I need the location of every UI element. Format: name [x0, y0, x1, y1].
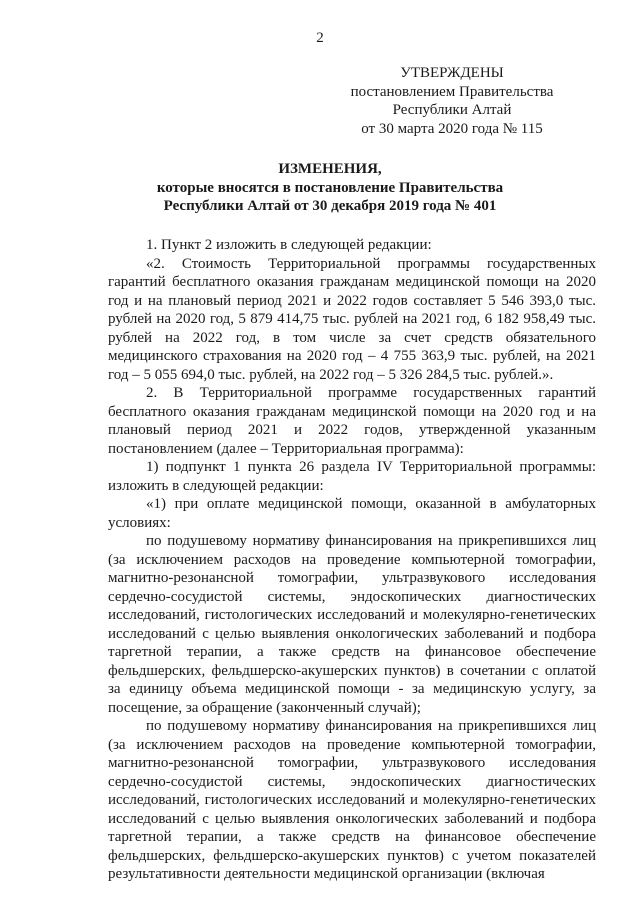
title-heading: ИЗМЕНЕНИЯ,	[278, 161, 382, 177]
approval-line: Республики Алтай	[392, 102, 512, 118]
approval-line: постановлением Правительства	[350, 83, 554, 100]
paragraph: 1) подпункт 1 пункта 26 раздела IV Территориальной программы: изложить в следующей редакции:	[108, 459, 596, 494]
title-subheading: Республики Алтай от 30 декабря 2019 года № 401	[163, 198, 497, 214]
document-body	[108, 236, 596, 884]
approval-block	[322, 64, 582, 138]
page-number: 2	[316, 30, 324, 46]
paragraph: 1. Пункт 2 изложить в следующей редакции:	[146, 237, 432, 253]
paragraph: «2. Стоимость Территориальной программы государственных гарантий бесплатного оказания гражданам медицинской помощи на 2020 год и на плановый период 2021 и 2022 годов составляет 5 546 393,0 тыс. рублей на 2020 год, 5 879 414,75 тыс. рублей на 2021 год, 6 182 958,49 тыс. рублей на 2022 год, в том числе за счет средств обязательного медицинского страхования на 2020 год – 4 755 363,9 тыс. рублей, на 2021 год – 5 055 694,0 тыс. рублей, на 2022 год – 5 326 284,5 тыс. рублей.».	[108, 255, 596, 383]
approval-heading: УТВЕРЖДЕНЫ	[400, 65, 504, 81]
paragraph: «1) при оплате медицинской помощи, оказанной в амбулаторных условиях:	[108, 496, 596, 531]
document-title	[80, 160, 580, 216]
paragraph: 2. В Территориальной программе государственных гарантий бесплатного оказания гражданам медицинской помощи на 2020 год и на плановый период 2021 и 2022 годов, утвержденной указанным постановлением (далее – Территориальная программа):	[108, 385, 596, 457]
approval-date: от 30 марта 2020 года № 115	[361, 120, 543, 137]
paragraph: по подушевому нормативу финансирования на прикрепившихся лиц (за исключением расходов на проведение компьютерной томографии, магнитно-резонансной томографии, ультразвукового исследования сердечно-сосудистой системы, эндоскопических диагностических исследований, гистологических исследований и молекулярно-генетических исследований с целью выявления онкологических заболеваний и подбора таргетной терапии, а также средств на финансовое обеспечение фельдшерских, фельдшерско-акушерских пунктов) с учетом показателей результативности деятельности медицинской организации (включая	[108, 718, 596, 882]
title-subheading: которые вносятся в постановление Правительства	[156, 179, 504, 196]
paragraph: по подушевому нормативу финансирования на прикрепившихся лиц (за исключением расходов на проведение компьютерной томографии, магнитно-резонансной томографии, ультразвукового исследования сердечно-сосудистой системы, эндоскопических диагностических исследований, гистологических исследований и молекулярно-генетических исследований с целью выявления онкологических заболеваний и подбора таргетной терапии, а также средств на финансовое обеспечение фельдшерских, фельдшерско-акушерских пунктов) в сочетании с оплатой за единицу объема медицинской помощи - за медицинскую услугу, за посещение, за обращение (законченный случай);	[108, 533, 596, 716]
